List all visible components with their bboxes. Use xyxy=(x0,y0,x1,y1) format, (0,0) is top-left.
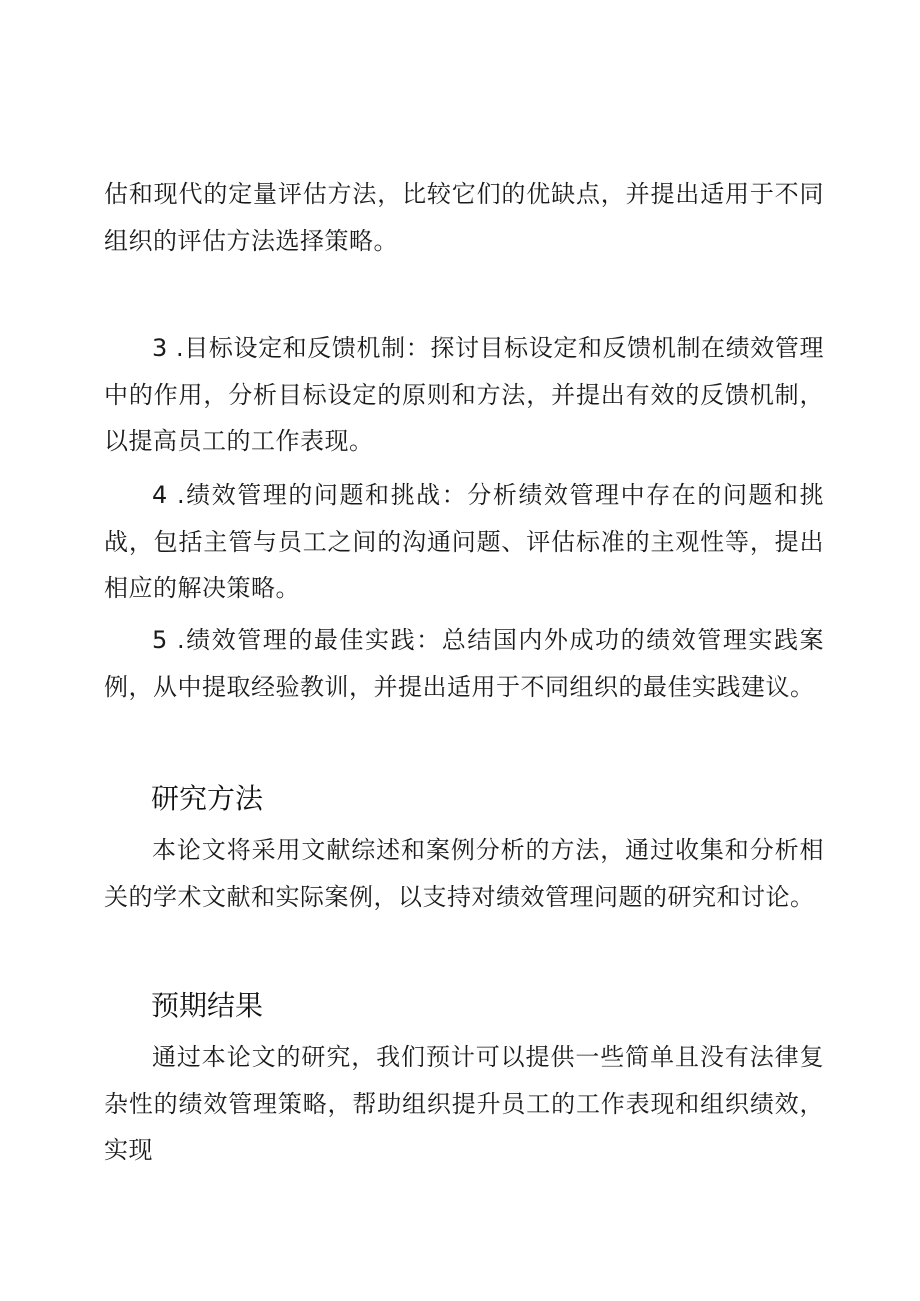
paragraph-continuation: 估和现代的定量评估方法，比较它们的优缺点，并提出适用于不同组织的评估方法选择策略。 xyxy=(104,180,824,255)
section-heading-results: 预期结果 xyxy=(151,989,264,1022)
list-item-3: 3 .目标设定和反馈机制：探讨目标设定和反馈机制在绩效管理中的作用，分析目标设定的原则和方法，并提出有效的反馈机制，以提高员工的工作表现。 xyxy=(104,334,824,455)
section-heading-methods: 研究方法 xyxy=(151,782,264,815)
section-body-results: 通过本论文的研究，我们预计可以提供一些简单且没有法律复杂性的绩效管理策略，帮助组织提升员工的工作表现和组织绩效，实现 xyxy=(104,1043,824,1164)
list-item-5: 5 .绩效管理的最佳实践：总结国内外成功的绩效管理实践案例，从中提取经验教训，并提出适用于不同组织的最佳实践建议。 xyxy=(104,626,824,701)
list-item-4: 4 .绩效管理的问题和挑战：分析绩效管理中存在的问题和挑战，包括主管与员工之间的沟通问题、评估标准的主观性等，提出相应的解决策略。 xyxy=(104,481,824,602)
section-body-methods: 本论文将采用文献综述和案例分析的方法，通过收集和分析相关的学术文献和实际案例，以支持对绩效管理问题的研究和讨论。 xyxy=(104,836,824,911)
